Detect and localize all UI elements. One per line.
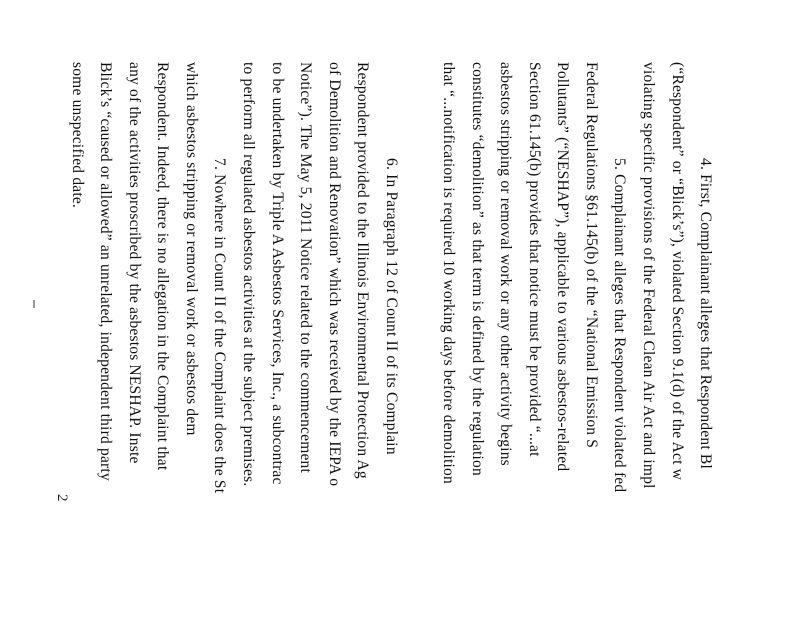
page-number: 2 [54,494,70,502]
line-18: which asbestos stripping or removal work or asbestos dem [183,62,200,436]
line-22: some unspecified date. [69,62,86,209]
line-15: to be undertaken by Triple A Asbestos Services, Inc., a subcontrac [269,62,286,485]
line-1: 4. First, Complainant alleges that Respondent Bl [697,158,714,469]
line-14: Notice”). The May 5, 2011 Notice related to the commencement [297,62,314,473]
line-3: violating specific provisions of the Federal Clean Air Act and impl [640,62,657,489]
line-21: Blick’s “caused or allowed” an unrelated, independent third party [97,62,114,481]
scan-mark [33,300,35,308]
line-8: asbestos stripping or removal work or any other activity begins [497,62,514,466]
line-5: Federal Regulations §61.145(b) of the “National Emission S [583,62,600,449]
line-13: of Demolition and Renovation” which was received by the IEPA o [326,62,343,487]
line-12: Respondent provided to the Illinois Environmental Protection Ag [354,62,371,479]
line-11: 6. In Paragraph 12 of Count II of its Complain [383,158,400,455]
line-10: that “...notification is required 10 working days before demolition [440,62,457,484]
line-16: to perform all regulated asbestos activities at the subject premises. [240,62,257,487]
line-19: Respondent. Indeed, there is no allegation in the Complaint that [154,62,171,471]
line-7: Section 61.145(b) provides that notice must be provided “...at [526,62,543,457]
line-6: Pollutants” (“NESHAP”), applicable to various asbestos-related [554,62,571,472]
line-17: 7. Nowhere in Count II of the Complaint does the St [211,158,228,494]
line-20: any of the activities proscribed by the asbestos NESHAP. Inste [126,62,143,464]
line-4: 5. Complainant alleges that Respondent violated fed [611,158,628,493]
line-9: constitutes “demolition” as that term is defined by the regulation [469,62,486,476]
line-2: (“Respondent” or “Blick’s”), violated Section 9.1(d) of the Act w [669,62,686,481]
